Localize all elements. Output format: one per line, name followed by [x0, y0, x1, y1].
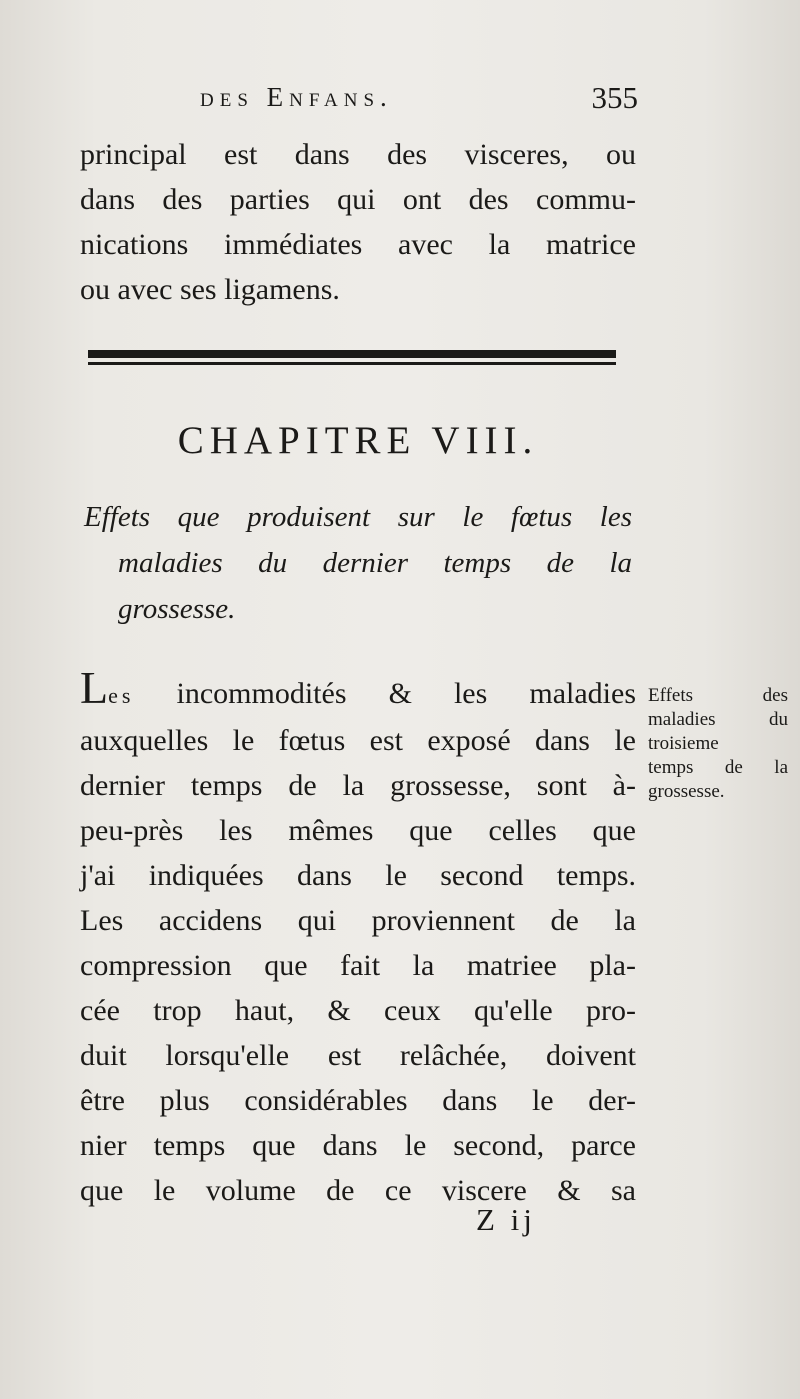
marginal-note-line: temps de la	[648, 757, 788, 778]
continued-paragraph	[80, 132, 636, 312]
drop-cap: L	[80, 662, 109, 713]
divider-thin-rule	[88, 362, 616, 365]
section-divider	[88, 350, 616, 372]
main-paragraph	[80, 662, 636, 1213]
text-line: j'ai indiquées dans le second temps.	[80, 859, 636, 892]
text-line: dernier temps de la grossesse, sont à-	[80, 769, 636, 802]
text-line: peu-près les mêmes que celles que	[80, 814, 636, 847]
running-head-title: des Enfans.	[200, 82, 393, 112]
subtitle-line: grossesse.	[118, 593, 236, 625]
subtitle-line: Effets que produisent sur le fœtus les	[84, 501, 632, 533]
text-line: Les accidens qui proviennent de la	[80, 904, 636, 937]
text-line: ou avec ses ligamens.	[80, 273, 340, 306]
text-line: être plus considérables dans le der-	[80, 1084, 636, 1117]
marginal-note	[648, 684, 788, 804]
text-line: dans des parties qui ont des commu-	[80, 183, 636, 216]
text-line: auxquelles le fœtus est exposé dans le	[80, 724, 636, 757]
text-line: principal est dans des visceres, ou	[80, 138, 636, 171]
text-line: duit lorsqu'elle est relâchée, doivent	[80, 1039, 636, 1072]
marginal-note-line: grossesse.	[648, 781, 725, 802]
text-line: nications immédiates avec la matrice	[80, 228, 636, 261]
marginal-note-line: Effets des	[648, 685, 788, 706]
subtitle-line: maladies du dernier temps de la	[118, 547, 632, 579]
marginal-note-line: troisieme	[648, 733, 719, 754]
small-caps-opening: es	[108, 683, 135, 708]
text-line: nier temps que dans le second, parce	[80, 1129, 636, 1162]
text-line: compression que fait la matriee pla-	[80, 949, 636, 982]
signature-mark: Z ij	[476, 1202, 536, 1237]
text-line: que le volume de ce viscere & sa	[80, 1174, 636, 1207]
divider-thick-rule	[88, 350, 616, 358]
running-head	[82, 78, 638, 128]
chapter-heading: CHAPITRE VIII.	[177, 419, 539, 462]
first-line-text: incommodités & les maladies	[176, 677, 636, 710]
text-line: cée trop haut, & ceux qu'elle pro-	[80, 994, 636, 1027]
chapter-subtitle	[84, 494, 632, 632]
first-line	[80, 662, 636, 718]
marginal-note-line: maladies du	[648, 709, 788, 730]
page-number: 355	[591, 80, 638, 115]
